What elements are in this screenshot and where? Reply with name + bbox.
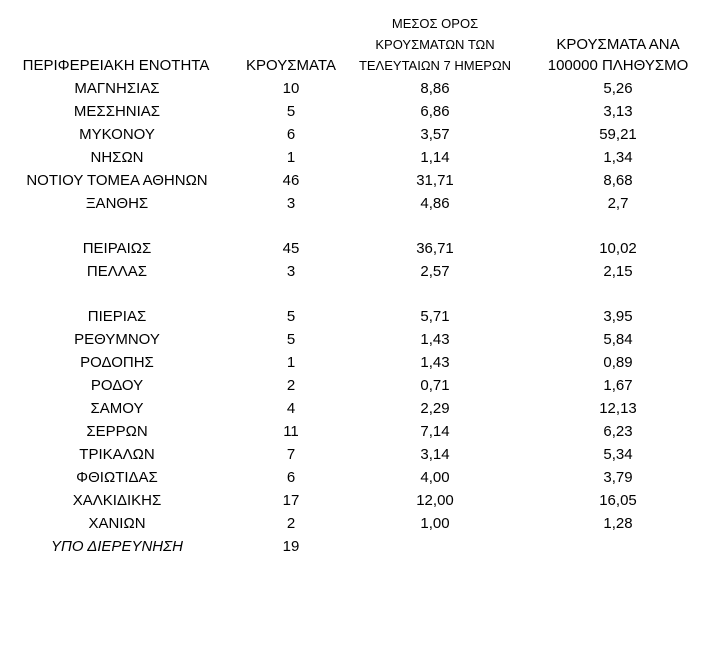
cases-cell: 7 bbox=[286, 446, 296, 463]
cases-cell: 6 bbox=[286, 469, 296, 486]
table-row bbox=[0, 169, 728, 192]
region-cell: ΥΠΟ ΔΙΕΡΕΥΝΗΣΗ bbox=[51, 538, 183, 555]
header-per-100000-line1: ΚΡΟΥΣΜΑΤΑ ΑΝΑ bbox=[556, 36, 680, 53]
header-per-100000-line2: 100000 ΠΛΗΘΥΣΜΟ bbox=[547, 57, 689, 74]
header-7day-average-line2: ΚΡΟΥΣΜΑΤΩΝ ΤΩΝ bbox=[375, 37, 495, 52]
region-cell: ΡΕΘΥΜΝΟΥ bbox=[74, 331, 160, 348]
region-cell: ΠΕΛΛΑΣ bbox=[86, 263, 148, 280]
per-100000-cell: 1,67 bbox=[603, 377, 633, 394]
cases-cell: 4 bbox=[286, 400, 296, 417]
table-row bbox=[0, 77, 728, 100]
region-cell: ΝΗΣΩΝ bbox=[90, 149, 144, 166]
cases-cell: 5 bbox=[286, 103, 296, 120]
per-100000-cell: 12,13 bbox=[599, 400, 637, 417]
table-row bbox=[0, 123, 728, 146]
average-cell: 31,71 bbox=[416, 172, 454, 189]
per-100000-cell: 2,15 bbox=[603, 263, 633, 280]
blank-row bbox=[0, 283, 728, 305]
region-cell: ΧΑΛΚΙΔΙΚΗΣ bbox=[72, 492, 162, 509]
cases-cell: 2 bbox=[286, 515, 296, 532]
per-100000-cell: 10,02 bbox=[599, 240, 637, 257]
average-cell: 1,43 bbox=[420, 354, 450, 371]
header-per-100000 bbox=[528, 34, 708, 76]
average-cell: 12,00 bbox=[416, 492, 454, 509]
average-cell: 4,00 bbox=[420, 469, 450, 486]
average-cell: 3,57 bbox=[420, 126, 450, 143]
per-100000-cell: 3,95 bbox=[603, 308, 633, 325]
per-100000-cell: 3,79 bbox=[603, 469, 633, 486]
table-row bbox=[0, 305, 728, 328]
per-100000-cell: 6,23 bbox=[603, 423, 633, 440]
table-row bbox=[0, 489, 728, 512]
average-cell: 7,14 bbox=[420, 423, 450, 440]
per-100000-cell: 59,21 bbox=[599, 126, 637, 143]
blank-row bbox=[0, 215, 728, 237]
cases-cell: 17 bbox=[282, 492, 300, 509]
region-cell: ΞΑΝΘΗΣ bbox=[85, 195, 149, 212]
region-cell: ΧΑΝΙΩΝ bbox=[88, 515, 146, 532]
region-cell: ΡΟΔΟΠΗΣ bbox=[80, 354, 154, 371]
cases-cell: 3 bbox=[286, 263, 296, 280]
average-cell: 8,86 bbox=[420, 80, 450, 97]
cases-cell: 10 bbox=[282, 80, 300, 97]
average-cell: 5,71 bbox=[420, 308, 450, 325]
per-100000-cell: 0,89 bbox=[603, 354, 633, 371]
header-region: ΠΕΡΙΦΕΡΕΙΑΚΗ ΕΝΟΤΗΤΑ bbox=[22, 57, 210, 74]
average-cell: 6,86 bbox=[420, 103, 450, 120]
per-100000-cell: 5,26 bbox=[603, 80, 633, 97]
cases-cell: 19 bbox=[282, 538, 300, 555]
header-7day-average-line3: ΤΕΛΕΥΤΑΙΩΝ 7 ΗΜΕΡΩΝ bbox=[358, 58, 512, 73]
region-cell: ΣΑΜΟΥ bbox=[90, 400, 144, 417]
table-row bbox=[0, 260, 728, 283]
average-cell: 1,00 bbox=[420, 515, 450, 532]
table-row bbox=[0, 100, 728, 123]
cases-cell: 6 bbox=[286, 126, 296, 143]
per-100000-cell: 5,84 bbox=[603, 331, 633, 348]
cases-cell: 1 bbox=[286, 354, 296, 371]
region-cell: ΣΕΡΡΩΝ bbox=[86, 423, 148, 440]
cases-cell: 45 bbox=[282, 240, 300, 257]
cases-cell: 2 bbox=[286, 377, 296, 394]
table-row bbox=[0, 420, 728, 443]
header-7day-average-line1: ΜΕΣΟΣ ΟΡΟΣ bbox=[391, 16, 479, 31]
average-cell: 3,14 bbox=[420, 446, 450, 463]
average-cell: 36,71 bbox=[416, 240, 454, 257]
cases-table-body bbox=[0, 77, 728, 558]
table-row bbox=[0, 192, 728, 215]
average-cell: 0,71 bbox=[420, 377, 450, 394]
cases-cell: 11 bbox=[283, 423, 299, 440]
table-row-under-investigation bbox=[0, 535, 728, 558]
table-row bbox=[0, 397, 728, 420]
per-100000-cell: 3,13 bbox=[603, 103, 633, 120]
region-cell: ΡΟΔΟΥ bbox=[90, 377, 144, 394]
per-100000-cell: 1,34 bbox=[603, 149, 633, 166]
table-row bbox=[0, 512, 728, 535]
table-row bbox=[0, 466, 728, 489]
average-cell: 2,29 bbox=[420, 400, 450, 417]
cases-cell: 1 bbox=[286, 149, 296, 166]
per-100000-cell: 1,28 bbox=[603, 515, 633, 532]
cases-cell: 46 bbox=[282, 172, 300, 189]
region-cell: ΝΟΤΙΟΥ ΤΟΜΕΑ ΑΘΗΝΩΝ bbox=[26, 172, 208, 189]
average-cell: 1,14 bbox=[420, 149, 450, 166]
table-row bbox=[0, 146, 728, 169]
per-100000-cell: 2,7 bbox=[607, 195, 629, 212]
region-cell: ΠΙΕΡΙΑΣ bbox=[87, 308, 147, 325]
table-row bbox=[0, 328, 728, 351]
average-cell: 1,43 bbox=[420, 331, 450, 348]
per-100000-cell: 16,05 bbox=[599, 492, 637, 509]
header-7day-average bbox=[348, 13, 522, 76]
table-row bbox=[0, 443, 728, 466]
cases-cell: 5 bbox=[286, 308, 296, 325]
per-100000-cell: 5,34 bbox=[603, 446, 633, 463]
region-cell: ΦΘΙΩΤΙΔΑΣ bbox=[76, 469, 158, 486]
header-cases: ΚΡΟΥΣΜΑΤΑ bbox=[246, 57, 336, 74]
table-row bbox=[0, 374, 728, 397]
table-row bbox=[0, 351, 728, 374]
region-cell: ΤΡΙΚΑΛΩΝ bbox=[79, 446, 155, 463]
region-cell: ΠΕΙΡΑΙΩΣ bbox=[82, 240, 152, 257]
region-cell: ΜΕΣΣΗΝΙΑΣ bbox=[73, 103, 161, 120]
region-cell: ΜΥΚΟΝΟΥ bbox=[79, 126, 155, 143]
cases-cell: 5 bbox=[286, 331, 296, 348]
per-100000-cell: 8,68 bbox=[603, 172, 633, 189]
average-cell: 2,57 bbox=[420, 263, 450, 280]
region-cell: ΜΑΓΝΗΣΙΑΣ bbox=[74, 80, 160, 97]
average-cell: 4,86 bbox=[420, 195, 450, 212]
cases-cell: 3 bbox=[286, 195, 296, 212]
table-row bbox=[0, 237, 728, 260]
